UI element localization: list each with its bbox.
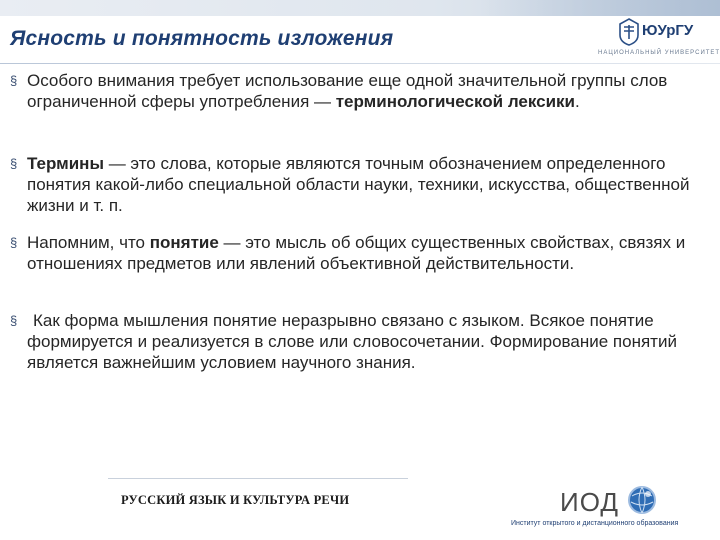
footer-divider [108,478,408,479]
bullet-emphasis: понятие [149,233,219,252]
square-bullet-icon: § [10,73,18,88]
bullet-item [10,232,700,274]
university-logo-subtitle: НАЦИОНАЛЬНЫЙ УНИВЕРСИТЕТ [598,50,720,56]
university-logo-text: ЮУрГУ [642,22,694,39]
bullet-item [10,310,700,373]
bullet-emphasis: Термины [27,154,104,173]
course-title: РУССКИЙ ЯЗЫК И КУЛЬТУРА РЕЧИ [121,493,350,507]
square-bullet-icon: § [10,156,18,171]
title-divider [0,63,720,64]
slide-title: Ясность и понятность изложения [10,27,394,50]
bullet-text: . [575,92,580,111]
susu-emblem-icon [618,18,640,46]
bullet-text: — это мысль об общих существенных свойствах, связях и отношениях предметов или явлений объективной действительности. [27,233,686,273]
bullet-text: — это слова, которые являются точным обозначением определенного понятия какой-либо специальной области науки, техники, искусства, общественной жизни и т. п. [27,154,690,215]
bullet-text: Как форма мышления понятие неразрывно связано с языком. Всякое понятие формируется и реализуется в слове или словосочетании. Формирование понятий является важнейшим условием научного знания. [27,311,677,372]
square-bullet-icon: § [10,313,18,328]
bullet-text: Особого внимания требует использование еще одной значительной группы слов ограниченной сферы употребления — [27,71,668,111]
university-logo [596,17,720,63]
bullet-emphasis: терминологической лексики [335,92,575,111]
institute-caption: Институт открытого и дистанционного образования [511,520,679,527]
square-bullet-icon: § [10,235,18,250]
bullet-text: Напомним, что [27,233,150,252]
institute-logo [556,480,666,520]
bullet-item [10,153,700,216]
bullet-item [10,70,700,112]
iodo-globe-icon [556,480,666,520]
svg-text:ИОД: ИОД [560,487,619,517]
top-decoration-accent [480,0,720,16]
